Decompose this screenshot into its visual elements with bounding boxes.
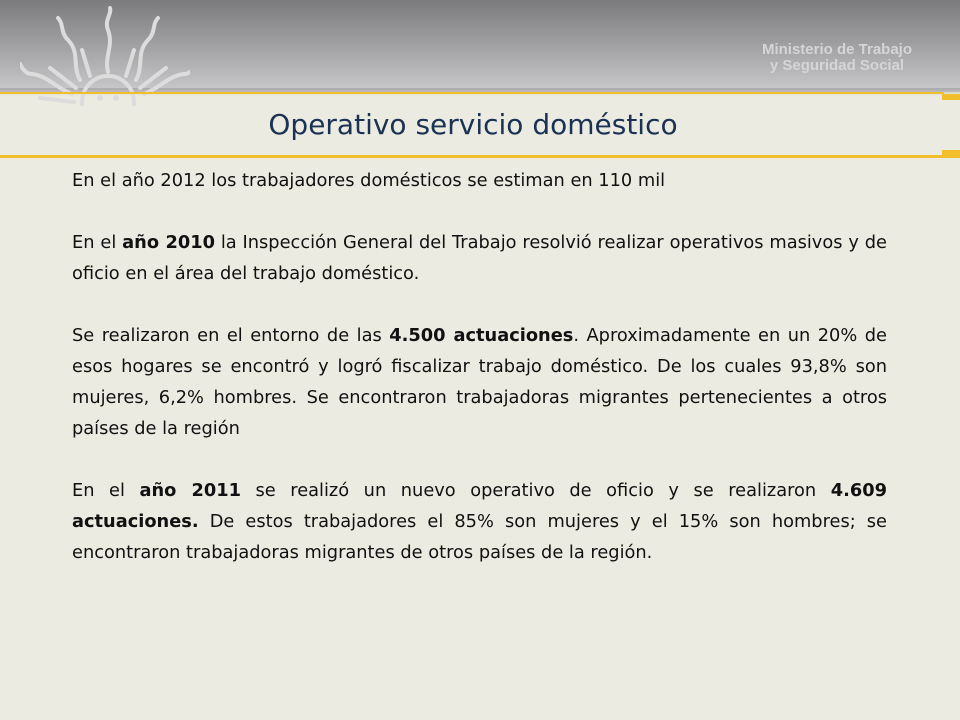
ministry-line-2: y Seguridad Social bbox=[769, 57, 905, 74]
paragraph-2012 bbox=[72, 165, 887, 196]
gold-corner-bottom bbox=[942, 150, 960, 158]
paragraph-2010 bbox=[72, 227, 887, 289]
ministry-logo-text bbox=[762, 42, 912, 74]
sun-logo-icon bbox=[20, 6, 190, 106]
gold-corner-top bbox=[942, 94, 960, 100]
paragraph-actuaciones-4500 bbox=[72, 320, 887, 444]
paragraph-2011-text-a: En el bbox=[72, 480, 140, 501]
paragraph-4500-text-a: Se realizaron en el entorno de las bbox=[72, 325, 390, 346]
paragraph-2011 bbox=[72, 475, 887, 568]
ministry-line-1: Ministerio de Trabajo bbox=[761, 41, 912, 58]
year-2010-bold: año 2010 bbox=[122, 232, 215, 253]
paragraph-2010-text-a: En el bbox=[72, 232, 123, 253]
gold-divider-bottom bbox=[0, 155, 944, 158]
actuaciones-4500-bold: 4.500 actuaciones bbox=[389, 325, 574, 346]
paragraph-2012-text: En el año 2012 los trabajadores domésticos se estiman en 110 mil bbox=[72, 170, 666, 191]
paragraph-2011-text-c: De estos trabajadores el 85% son mujeres y el 15% son hombres; se encontraron trabajadoras migrantes de otros países de la región. bbox=[72, 511, 887, 563]
gold-divider-top bbox=[0, 92, 944, 94]
actuaciones-4609-bold: 4.609 actuaciones. bbox=[72, 480, 887, 532]
paragraph-4500-text-b: . Aproximadamente en un 20% de esos hogares se encontró y logró fiscalizar trabajo doméstico. De los cuales 93,8% son mujeres, 6,2% hombres. Se encontraron trabajadoras migrantes pertenecientes a otros países de la región bbox=[72, 325, 887, 439]
year-2011-bold: año 2011 bbox=[139, 480, 241, 501]
slide-title: Operativo servicio doméstico bbox=[268, 108, 678, 141]
paragraph-2011-text-b: se realizó un nuevo operativo de oficio y se realizaron bbox=[240, 480, 831, 501]
slide-body bbox=[72, 165, 887, 599]
paragraph-2010-text-b: la Inspección General del Trabajo resolvió realizar operativos masivos y de oficio en el área del trabajo doméstico. bbox=[72, 232, 887, 284]
